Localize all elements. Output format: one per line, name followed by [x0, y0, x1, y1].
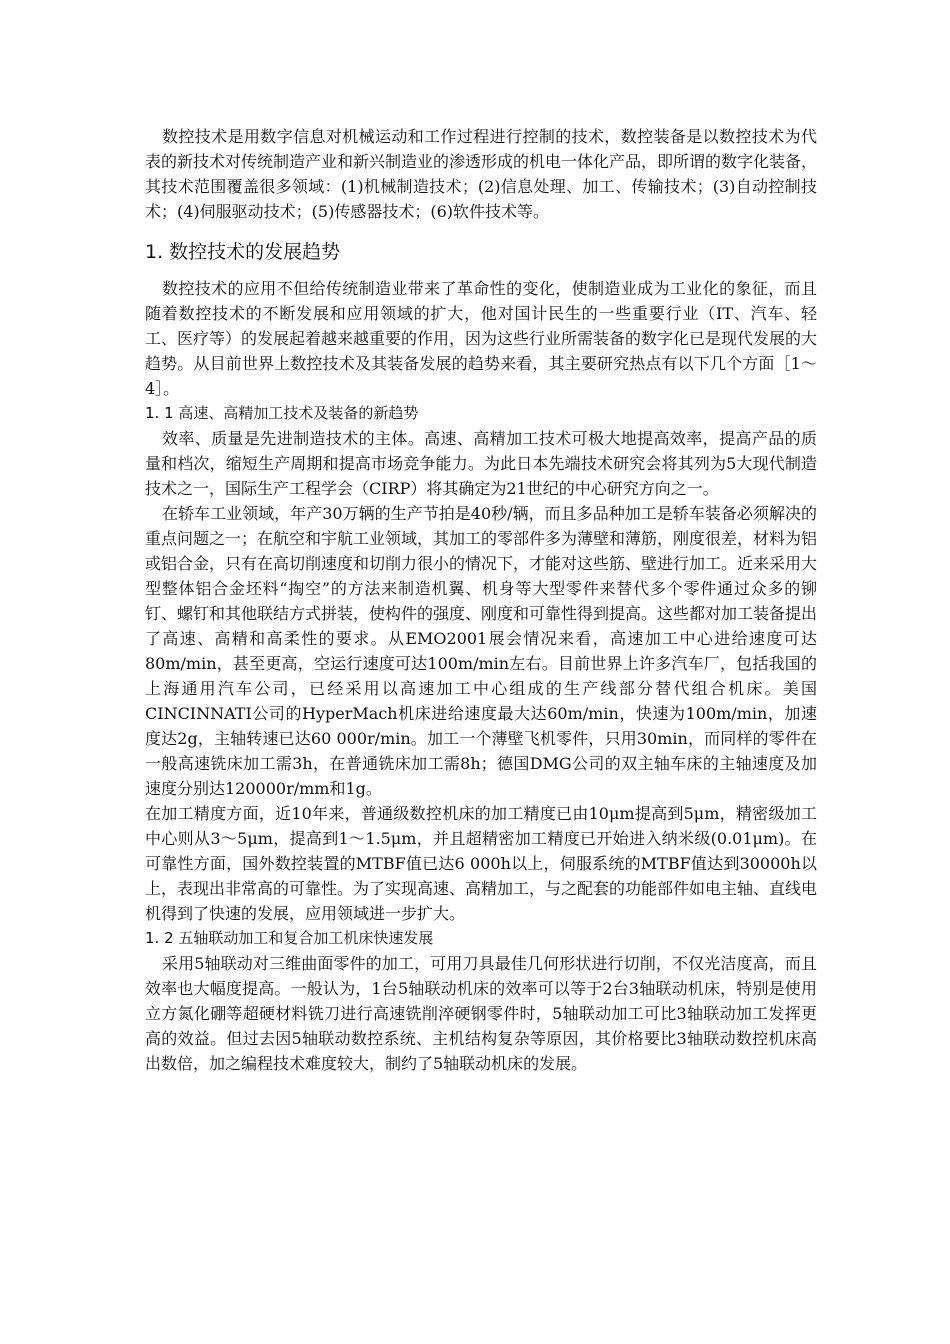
sub12-paragraph: 采用5轴联动对三维曲面零件的加工，可用刀具最佳几何形状进行切削，不仅光洁度高，而且效率也大幅度提高。一般认为，1台5轴联动机床的效率可以等于2台3轴联动机床，特别是使用立方氮化硼等超硬材料铣刀进行高速铣削淬硬钢零件时，5轴联动加工可比3轴联动加工发挥更高的效益。但过去因5轴联动数控系统、主机结构复杂等原因，其价格要比3轴联动数控机床高出数倍，加之编程技术难度较大，制约了5轴联动机床的发展。	[145, 954, 817, 1073]
section-heading-1: 1. 数控技术的发展趋势	[145, 241, 341, 263]
intro-paragraph: 数控技术是用数字信息对机械运动和工作过程进行控制的技术，数控装备是以数控技术为代表的新技术对传统制造产业和新兴制造业的渗透形成的机电一体化产品，即所谓的数字化装备，其技术范围覆盖很多领域：(1)机械制造技术；(2)信息处理、加工、传输技术；(3)自动控制技术；(4)伺服驱动技术；(5)传感器技术；(6)软件技术等。	[145, 127, 818, 221]
sub11-paragraph-1: 效率、质量是先进制造技术的主体。高速、高精加工技术可极大地提高效率，提高产品的质量和档次，缩短生产周期和提高市场竞争能力。为此日本先端技术研究会将其列为5大现代制造技术之一，国际生产工程学会（CIRP）将其确定为21世纪的中心研究方向之一。	[145, 429, 817, 498]
sub11-paragraph-2: 在轿车工业领域，年产30万辆的生产节拍是40秒/辆，而且多品种加工是轿车装备必须解决的重点问题之一；在航空和宇航工业领域，其加工的零部件多为薄壁和薄筋，刚度很差，材料为铝或铝合金，只有在高切削速度和切削力很小的情况下，才能对这些筋、壁进行加工。近来采用大型整体铝合金坯料“掏空”的方法来制造机翼、机身等大型零件来替代多个零件通过众多的铆钉、螺钉和其他联结方式拼装，使构件的强度、刚度和可靠性得到提高。这些都对加工装备提出了高速、高精和高柔性的要求。从EMO2001展会情况来看，高速加工中心进给速度可达80m/min，甚至更高，空运行速度可达100m/min左右。目前世界上许多汽车厂，包括我国的上海通用汽车公司，已经采用以高速加工中心组成的生产线部分替代组合机床。美国CINCINNATI公司的HyperMach机床进给速度最大达60m/min，快速为100m/min，加速度达2g，主轴转速已达60 000r/min。加工一个薄壁飞机零件，只用30min，而同样的零件在一般高速铣床加工需3h，在普通铣床加工需8h；德国DMG公司的双主轴车床的主轴速度及加速度分别达120000r/mm和1g。	[145, 504, 818, 798]
subsection-heading-1-1: 1. 1 高速、高精加工技术及装备的新趋势	[145, 404, 419, 422]
document-body	[145, 124, 817, 1076]
sub11-paragraph-3: 在加工精度方面，近10年来，普通级数控机床的加工精度已由10μm提高到5μm，精密级加工中心则从3～5μm，提高到1～1.5μm，并且超精密加工精度已开始进入纳米级(0.01μm)。在可靠性方面，国外数控装置的MTBF值已达6 000h以上，伺服系统的MTBF值达到30000h以上，表现出非常高的可靠性。为了实现高速、高精加工，与之配套的功能部件如电主轴、直线电机得到了快速的发展，应用领域进一步扩大。	[145, 804, 818, 923]
subsection-heading-1-2: 1. 2 五轴联动加工和复合加工机床快速发展	[145, 929, 434, 947]
section1-paragraph: 数控技术的应用不但给传统制造业带来了革命性的变化，使制造业成为工业化的象征，而且随着数控技术的不断发展和应用领域的扩大，他对国计民生的一些重要行业（IT、汽车、轻工、医疗等）的发展起着越来越重要的作用，因为这些行业所需装备的数字化已是现代发展的大趋势。从目前世界上数控技术及其装备发展的趋势来看，其主要研究热点有以下几个方面［1～4］。	[145, 279, 818, 398]
